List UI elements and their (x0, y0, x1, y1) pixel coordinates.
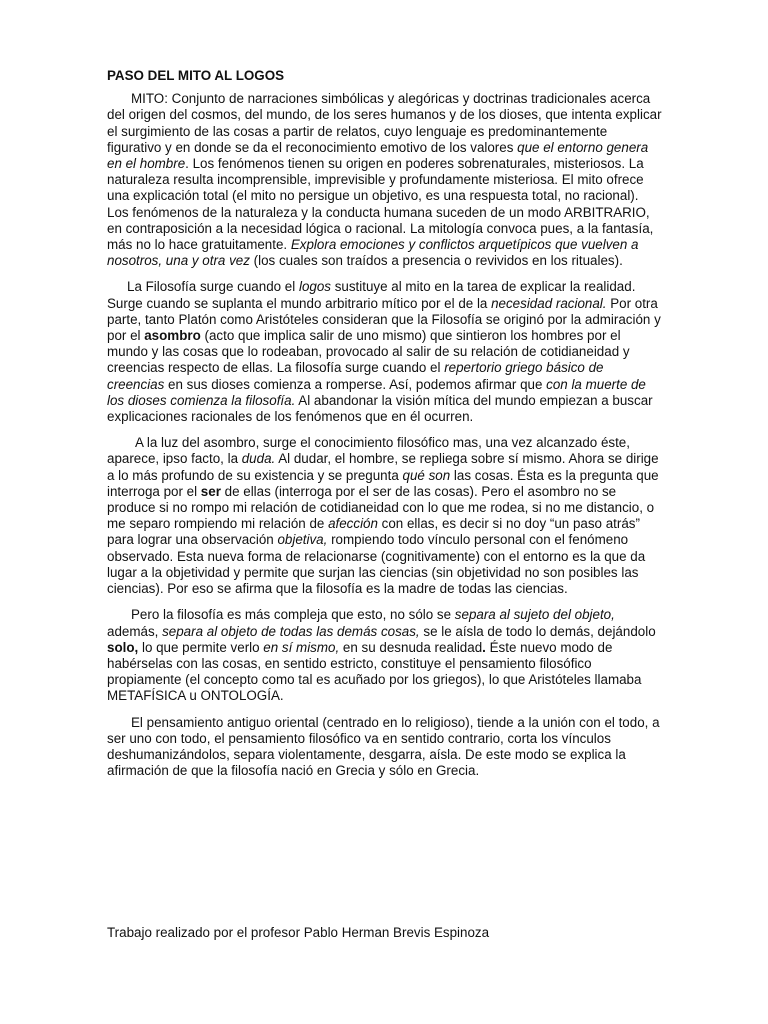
italic-text: con la muerte de los dioses comienza la filosofía. (107, 376, 646, 408)
text-run: La Filosofía surge cuando el (127, 279, 299, 295)
text-run: Éste nuevo modo de habérselas con las cosas, en sentido estricto, constituye el pensamiento filosófico propiamente (el concepto como tal es acuñado por los griegos), lo que Aristóteles llamaba METAFÍSICA u ONTOLOGÍA. (107, 639, 642, 704)
text-run: A la luz del asombro, surge el conocimiento filosófico mas, una vez alcanzado éste, aparece, ipso facto, la (107, 435, 630, 467)
text-run: (acto que implica salir de uno mismo) que sintieron los hombres por el mundo y las cosas que lo rodeaban, provocado al salir de su relación de cotidianeidad y creencias respecto de ellas. La filosofía surge cuando el (107, 328, 630, 376)
bold-text: ser (200, 483, 221, 499)
italic-text: logos (298, 279, 331, 295)
document-body (107, 68, 663, 789)
italic-text: separa al sujeto del objeto, (454, 607, 615, 623)
text-run: las cosas. Ésta es la pregunta que interroga por el (107, 467, 659, 499)
paragraph-asombro (107, 435, 663, 597)
text-run: lo que permite verlo (138, 639, 264, 655)
text-run: Pero la filosofía es más compleja que esto, no sólo se (131, 607, 455, 623)
italic-text: objetiva, (277, 532, 328, 548)
text-run: en sus dioses comienza a romperse. Así, podemos afirmar que (164, 376, 547, 392)
text-run: de ellas (interroga por el ser de las cosas). Pero el asombro no se produce si no rompo mi relación de cotidianeidad con lo que me rodea, si no me distancio, o me separo rompiendo mi relación de (107, 483, 655, 532)
italic-text: en sí mismo, (263, 639, 340, 655)
paragraph-mito (107, 91, 663, 269)
text-run: (los cuales son traídos a presencia o revividos en los rituales). (249, 253, 623, 269)
text-run: además, (107, 623, 163, 639)
text-run: en su desnuda realidad (339, 639, 483, 655)
text-run: se le aísla de todo lo demás, dejándolo (419, 623, 656, 639)
text-run: con ellas, es decir si no doy “un paso atrás” para lograr una observación (107, 516, 640, 548)
bold-text: asombro (144, 328, 201, 344)
text-run: sustituye al mito en la tarea de explicar la realidad. Surge cuando se suplanta el mundo arbitrario mítico por el de la (107, 279, 636, 311)
text-run: rompiendo todo vínculo personal con el fenómeno observado. Esta nueva forma de relacionarse (cognitivamente) con el entorno es la que da lugar a la objetividad y permite que surjan las ciencias (sin objetividad no son posibles las ciencias). Por eso se afirma que la filosofía es la madre de todas las ciencias. (107, 532, 646, 597)
text-run: . Los fenómenos tienen su origen en poderes sobrenaturales, misteriosos. La naturaleza resulta incomprensible, imprevisible y profundamente misteriosa. El mito ofrece una explicación total (el mito no persigue un objetivo, es una respuesta total, no racional). Los fenómenos de la naturaleza y la conducta humana suceden de un modo ARBITRARIO, en contraposición a la necesidad lógica o racional. La mitología convoca pues, a la fantasía, más no lo hace gratuitamente. (107, 156, 654, 253)
italic-text: que el entorno genera en el hombre (107, 139, 649, 172)
paragraph-filosofia (107, 279, 663, 425)
document-footer: Trabajo realizado por el profesor Pablo Herman Brevis Espinoza (107, 925, 490, 940)
italic-text: qué son (402, 467, 451, 483)
italic-text: separa al objeto de todas las demás cosas, (162, 623, 420, 639)
text-run: Al abandonar la visión mítica del mundo empiezan a buscar explicaciones racionales de los fenómenos que en él ocurren. (107, 392, 653, 425)
italic-text: necesidad racional. (491, 295, 607, 311)
italic-text: afección (328, 516, 378, 532)
italic-text: duda. (241, 451, 276, 467)
bold-text: . (482, 639, 486, 655)
italic-text: repertorio griego básico de creencias (107, 360, 604, 392)
text-run: Por otra parte, tanto Platón como Aristóteles consideran que la Filosofía se originó por la admiración y por el (107, 295, 661, 344)
document-title: PASO DEL MITO AL LOGOS (107, 68, 285, 83)
italic-text: Explora emociones y conflictos arquetípicos que vuelven a nosotros, una y otra vez (107, 237, 639, 269)
paragraph-oriental (107, 715, 663, 780)
text-run: Al dudar, el hombre, se repliega sobre sí mismo. Ahora se dirige a lo más profundo de su existencia y se pregunta (107, 451, 659, 483)
text-run: El pensamiento antiguo oriental (centrado en lo religioso), tiende a la unión con el todo, a ser uno con todo, el pensamiento filosófico va en sentido contrario, corta los vínculos deshumanizándolos, separa violentamente, desgarra, aísla. De este modo se explica la afirmación de que la filosofía nació en Grecia y sólo en Grecia. (107, 714, 660, 779)
text-run: MITO: Conjunto de narraciones simbólicas y alegóricas y doctrinas tradicionales acerca del origen del cosmos, del mundo, de los seres humanos y de los dioses, que intenta explicar el surgimiento de las cosas a partir de relatos, cuyo lenguaje es predominantemente figurativo y en donde se da el reconocimiento emotivo de los valores (107, 91, 662, 155)
bold-text: solo, (107, 639, 139, 655)
paragraph-complejidad (107, 607, 663, 704)
